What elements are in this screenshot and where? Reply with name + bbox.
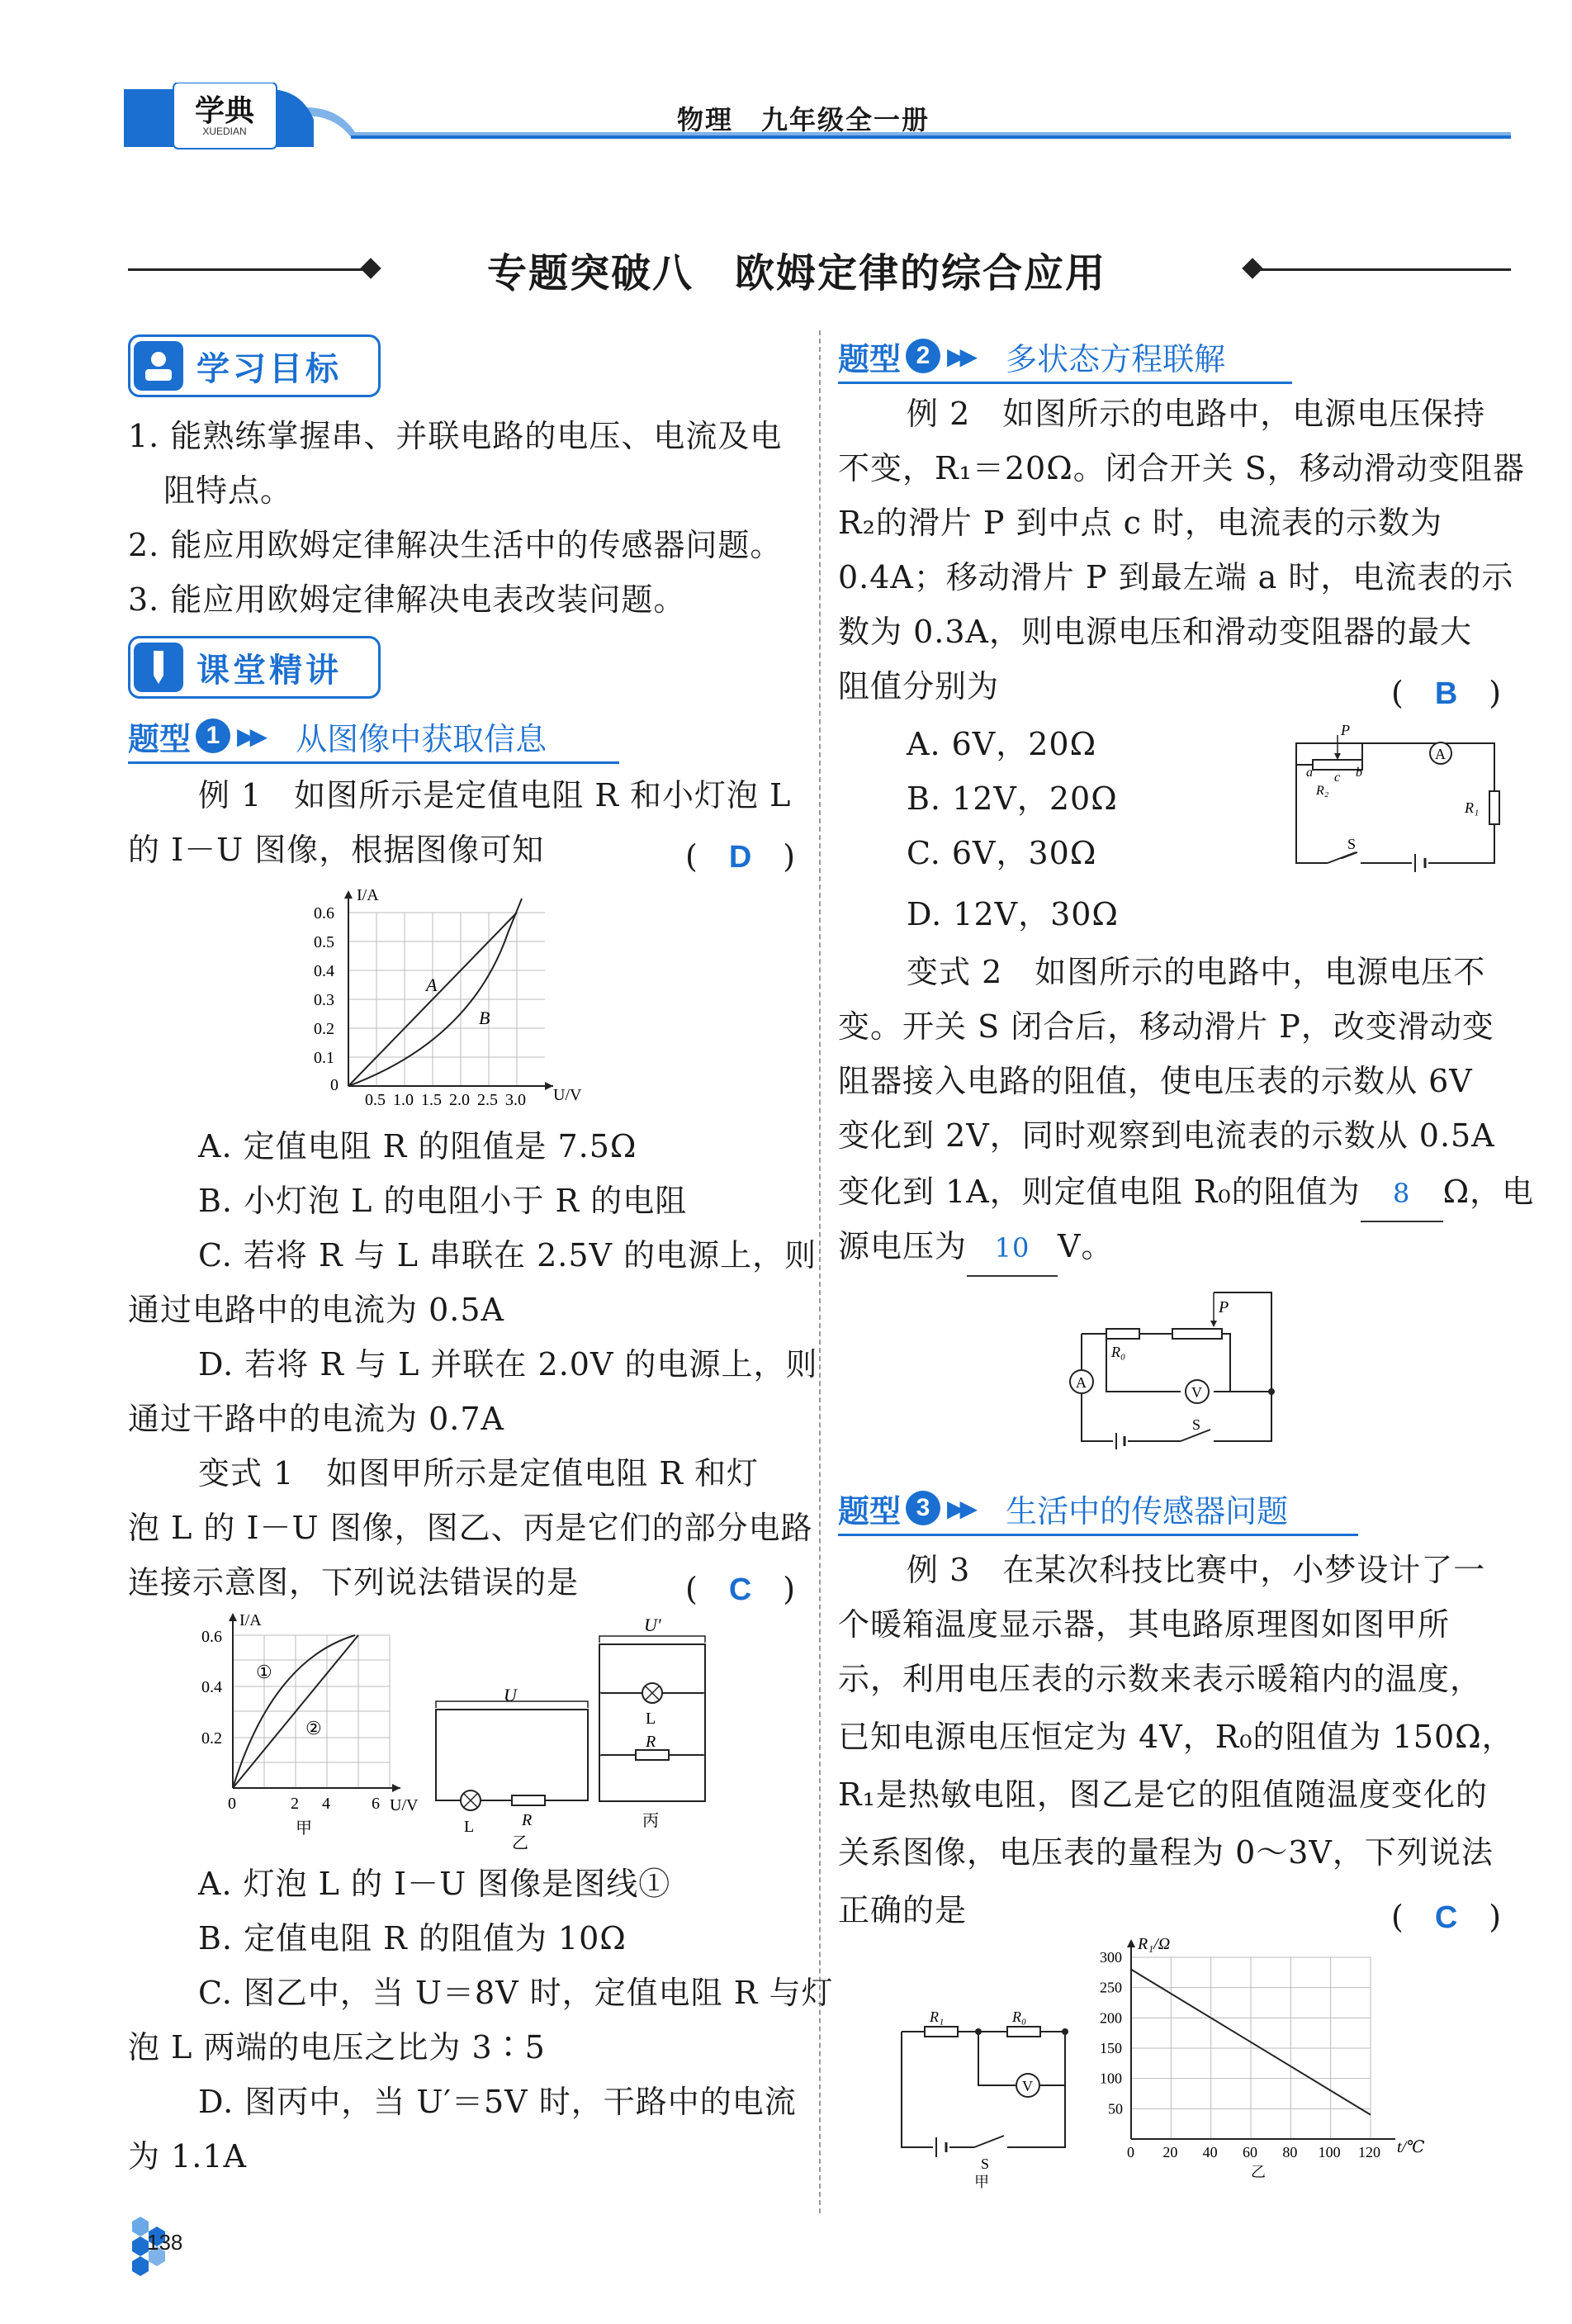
S-label: S: [981, 2156, 990, 2172]
ex2-line6: 阻值分别为: [838, 668, 1000, 704]
objectives-label: 学习目标: [196, 349, 342, 388]
ex3-line2: 个暖箱温度显示器，其电路原理图如图甲所: [838, 1606, 1451, 1643]
ex2-line1: 例 2 如图所示的电路中，电源电压保持: [907, 396, 1486, 432]
page-title: 专题突破八 欧姆定律的综合应用: [487, 250, 1107, 296]
y-tick-label: 100: [1100, 2070, 1122, 2087]
S-label: S: [1347, 836, 1357, 852]
bing-caption: 丙: [642, 1812, 659, 1829]
var1-line3: 连接示意图，下列说法错误的是: [128, 1564, 580, 1601]
page-number: 138: [147, 2230, 183, 2255]
ammeter-label: A: [1076, 1374, 1087, 1391]
objective-1a: 1. 能熟练掌握串、并联电路的电压、电流及电: [128, 418, 783, 454]
title-rule-right: [1255, 268, 1511, 271]
ex2-option-b: B. 12V，20Ω: [907, 780, 1118, 817]
title-rule-left: [128, 268, 367, 271]
x-tick: 4: [322, 1795, 330, 1813]
yi-R-label: R: [522, 1811, 533, 1829]
R0-symbol: [1106, 1329, 1139, 1339]
yi-L-label: L: [464, 1818, 475, 1836]
var2-line3: 阻器接入电路的阻值，使电压表的示数从 6V: [838, 1063, 1473, 1099]
ex2-option-a: A. 6V，20Ω: [907, 726, 1097, 762]
var1-graph-jia: [198, 1610, 429, 1842]
bing-L-label: L: [646, 1710, 656, 1728]
ex3-line3: 示，利用电压表的示数来表示暖箱内的温度，: [838, 1661, 1483, 1697]
ex1-option-b: B. 小灯泡 L 的电阻小于 R 的电阻: [198, 1183, 688, 1219]
type3-number: 3: [906, 1491, 940, 1525]
type3-heading: [838, 1482, 1358, 1536]
column-divider: [819, 330, 821, 2213]
ex3-answer: ( C ): [1391, 1899, 1502, 1935]
var2-line4: 变化到 2V，同时观察到电流表的示数从 0.5A: [838, 1117, 1495, 1154]
var2-circuit: [1057, 1284, 1280, 1458]
bing-U-label: U′: [644, 1615, 661, 1635]
graph1-ylabel: I/A: [357, 886, 379, 904]
objectives-heading: [128, 334, 381, 397]
x-tick-label: 120: [1358, 2144, 1380, 2160]
y-tick: 0.2: [201, 1729, 222, 1748]
graph2-xlabel: U/V: [390, 1796, 419, 1814]
header: [124, 83, 1511, 157]
y-tick-label: 50: [1108, 2100, 1123, 2118]
ex3-line6: 关系图像，电压表的量程为 0～3V，下列说法: [838, 1834, 1494, 1871]
type2-title: 多状态方程联解: [1006, 340, 1226, 377]
y-tick: 0.5: [314, 933, 334, 951]
curve-2-label: ②: [305, 1718, 322, 1738]
graph2-origin: 0: [228, 1795, 236, 1813]
P-label: P: [1341, 722, 1350, 738]
yi-caption: 乙: [512, 1834, 528, 1850]
var1-option-d1: D. 图丙中，当 U′＝5V 时，干路中的电流: [198, 2084, 797, 2120]
ex2-line3: R₂的滑片 P 到中点 c 时，电流表的示数为: [838, 505, 1443, 541]
ex1-option-d2: 通过干路中的电流为 0.7A: [128, 1401, 504, 1437]
y-tick: 0.1: [314, 1049, 334, 1067]
type3-label: 题型: [838, 1492, 902, 1530]
voltmeter-label: V: [1191, 1384, 1202, 1401]
var2-line6: [838, 1219, 1113, 1277]
y-tick-label: 200: [1100, 2009, 1122, 2027]
x-tick: 2.5: [477, 1091, 498, 1109]
book-title: 物理 九年级全一册: [677, 104, 930, 135]
x-tick: 6: [372, 1795, 380, 1813]
type1-heading: [128, 710, 619, 764]
rheostat-symbol: [1172, 1329, 1222, 1339]
type2-number: 2: [906, 339, 940, 373]
x-tick-label: 80: [1282, 2144, 1298, 2160]
double-arrow-icon: ▶▶: [947, 342, 973, 370]
answer-blank-R0[interactable]: 8: [1361, 1166, 1443, 1222]
y-tick-label: 150: [1100, 2040, 1122, 2056]
y-tick: 0.3: [314, 991, 334, 1009]
yi-U-label: U: [504, 1685, 517, 1705]
graph1-origin: 0: [330, 1076, 339, 1094]
type2-heading: [838, 330, 1292, 384]
x-tick: 3.0: [505, 1091, 526, 1109]
var1-option-c2: 泡 L 两端的电压之比为 3∶5: [128, 2029, 546, 2066]
var2-line1: 变式 2 如图所示的电路中，电源电压不: [907, 954, 1486, 990]
ex1-answer: ( D ): [685, 838, 796, 875]
ex2-line5: 数为 0.3A，则电源电压和滑动变阻器的最大: [838, 614, 1472, 650]
ex1-iu-graph: [305, 884, 619, 1115]
graph2-ylabel: I/A: [239, 1611, 262, 1629]
var1-option-b: B. 定值电阻 R 的阻值为 10Ω: [198, 1920, 627, 1956]
x-tick: 0.5: [365, 1091, 386, 1109]
y-tick: 0.6: [314, 904, 334, 922]
ex3-resistance-temperature-chart: [1082, 1933, 1461, 2189]
ex2-line2: 不变，R₁＝20Ω。闭合开关 S，移动滑动变阻器: [838, 450, 1525, 486]
ex1-line2: 的 I－U 图像，根据图像可知: [128, 832, 545, 868]
ex1-option-c1: C. 若将 R 与 L 串联在 2.5V 的电源上，则: [198, 1237, 817, 1273]
R0-label: R₀: [1111, 1344, 1126, 1360]
x-tick: 1.5: [421, 1091, 442, 1109]
curve-1-label: ①: [256, 1662, 272, 1682]
ex3-line4: 已知电源电压恒定为 4V，R₀的阻值为 150Ω，: [838, 1719, 1514, 1755]
double-arrow-icon: ▶▶: [947, 1494, 973, 1522]
brand-logo: 学典: [194, 93, 254, 128]
var1-answer: ( C ): [685, 1571, 796, 1607]
x-tick-label: 100: [1318, 2144, 1341, 2160]
ex3-line1: 例 3 在某次科技比赛中，小梦设计了一: [907, 1552, 1486, 1588]
ex2-line4: 0.4A；移动滑片 P 到最左端 a 时，电流表的示: [838, 559, 1514, 595]
R1-label: R₁: [1465, 799, 1480, 816]
ex3-circuit-jia: [892, 1999, 1082, 2189]
ex3-line7: 正确的是: [838, 1892, 968, 1928]
var2-line5: [838, 1164, 1534, 1222]
var2-line6-unit: V。: [1058, 1228, 1114, 1264]
bing-R-label: R: [646, 1733, 656, 1751]
S-label: S: [1192, 1416, 1201, 1433]
R2-label: R₂: [1316, 784, 1329, 798]
x-tick-label: 60: [1243, 2144, 1257, 2160]
chart-xlabel: t/℃: [1397, 2138, 1425, 2156]
a-label: a: [1306, 766, 1313, 780]
lecture-heading: [128, 636, 381, 699]
x-tick: 2.0: [449, 1091, 470, 1109]
ex2-circuit: [1288, 719, 1503, 875]
R1-symbol: [925, 2027, 958, 2037]
R1-label: R₁: [930, 2009, 945, 2025]
ex3-line5: R₁是热敏电阻，图乙是它的阻值随温度变化的: [838, 1776, 1488, 1813]
graph1-xlabel: U/V: [553, 1086, 582, 1104]
var1-option-c1: C. 图乙中，当 U＝8V 时，定值电阻 R 与灯: [198, 1975, 834, 2011]
rheostat-symbol: [1313, 760, 1362, 770]
type1-title: 从图像中获取信息: [296, 720, 547, 757]
objective-2: 2. 能应用欧姆定律解决生活中的传感器问题。: [128, 527, 783, 563]
resistor-symbol: [636, 1750, 669, 1760]
R0-label: R₀: [1012, 2009, 1027, 2025]
lecture-label: 课堂精讲: [196, 651, 342, 690]
objective-3: 3. 能应用欧姆定律解决电表改装问题。: [128, 581, 686, 618]
x-tick-label: 20: [1162, 2144, 1178, 2160]
var1-line2: 泡 L 的 I－U 图像，图乙、丙是它们的部分电路: [128, 1510, 813, 1546]
var2-line5-unit: Ω，电: [1442, 1174, 1535, 1210]
title-diamond-left: [360, 258, 381, 278]
var1-option-a: A. 灯泡 L 的 I－U 图像是图线①: [198, 1866, 671, 1902]
ex1-option-c2: 通过电路中的电流为 0.5A: [128, 1292, 504, 1328]
x-tick: 1.0: [393, 1091, 414, 1109]
answer-blank-voltage[interactable]: 10: [967, 1221, 1058, 1277]
y-tick-label: 300: [1100, 1949, 1122, 1966]
y-tick-label: 250: [1100, 1979, 1122, 1996]
objective-1b: 阻特点。: [163, 472, 293, 509]
var2-line2: 变。开关 S 闭合后，移动滑片 P，改变滑动变: [838, 1008, 1494, 1045]
var1-circuit-bing: [594, 1615, 710, 1829]
y-tick: 0.4: [314, 962, 334, 980]
pencil-icon: [134, 643, 183, 692]
student-icon: [134, 341, 183, 391]
ex1-line1: 例 1 如图所示是定值电阻 R 和小灯泡 L: [198, 777, 792, 813]
ex1-option-d1: D. 若将 R 与 L 并联在 2.0V 的电源上，则: [198, 1346, 818, 1383]
graph2-caption: 甲: [296, 1819, 312, 1838]
R0-symbol: [1007, 2027, 1040, 2037]
var1-option-d2: 为 1.1A: [128, 2138, 247, 2175]
y-tick: 0.6: [201, 1628, 222, 1646]
type2-label: 题型: [838, 340, 902, 377]
var2-line5-text: 变化到 1A，则定值电阻 R₀的阻值为: [838, 1174, 1361, 1210]
ex1-option-a: A. 定值电阻 R 的阻值是 7.5Ω: [198, 1128, 637, 1164]
x-tick-label: 40: [1202, 2144, 1218, 2160]
x-tick-label: 0: [1127, 2144, 1134, 2160]
chart-ylabel: R₁/Ω: [1138, 1935, 1171, 1953]
y-tick: 0.4: [201, 1678, 222, 1696]
resistor-symbol: [1489, 791, 1499, 824]
var1-line1: 变式 1 如图甲所示是定值电阻 R 和灯: [198, 1455, 760, 1492]
x-tick: 2: [291, 1795, 299, 1813]
ex2-option-c: C. 6V，30Ω: [907, 835, 1097, 871]
circuit-jia-caption: 甲: [974, 2174, 989, 2189]
type1-label: 题型: [128, 720, 192, 757]
var2-line6-text: 源电压为: [838, 1228, 968, 1264]
P-label: P: [1219, 1298, 1229, 1316]
type1-number: 1: [196, 719, 230, 753]
type3-title: 生活中的传感器问题: [1006, 1492, 1289, 1530]
chart-caption: 乙: [1251, 2164, 1266, 2180]
double-arrow-icon: ▶▶: [237, 722, 263, 750]
brand-sub: XUEDIAN: [202, 126, 247, 137]
var1-circuit-yi: [429, 1685, 594, 1850]
ammeter-label: A: [1435, 746, 1446, 762]
y-tick: 0.2: [314, 1020, 334, 1038]
resistor-symbol: [512, 1795, 545, 1805]
ex2-answer: ( B ): [1391, 675, 1502, 711]
b-label: b: [1356, 766, 1362, 780]
voltmeter-label: V: [1022, 2078, 1033, 2094]
curve-A-label: A: [426, 975, 438, 995]
curve-B-label: B: [479, 1008, 490, 1028]
ex2-option-d: D. 12V，30Ω: [907, 896, 1119, 932]
c-label: c: [1334, 771, 1341, 785]
